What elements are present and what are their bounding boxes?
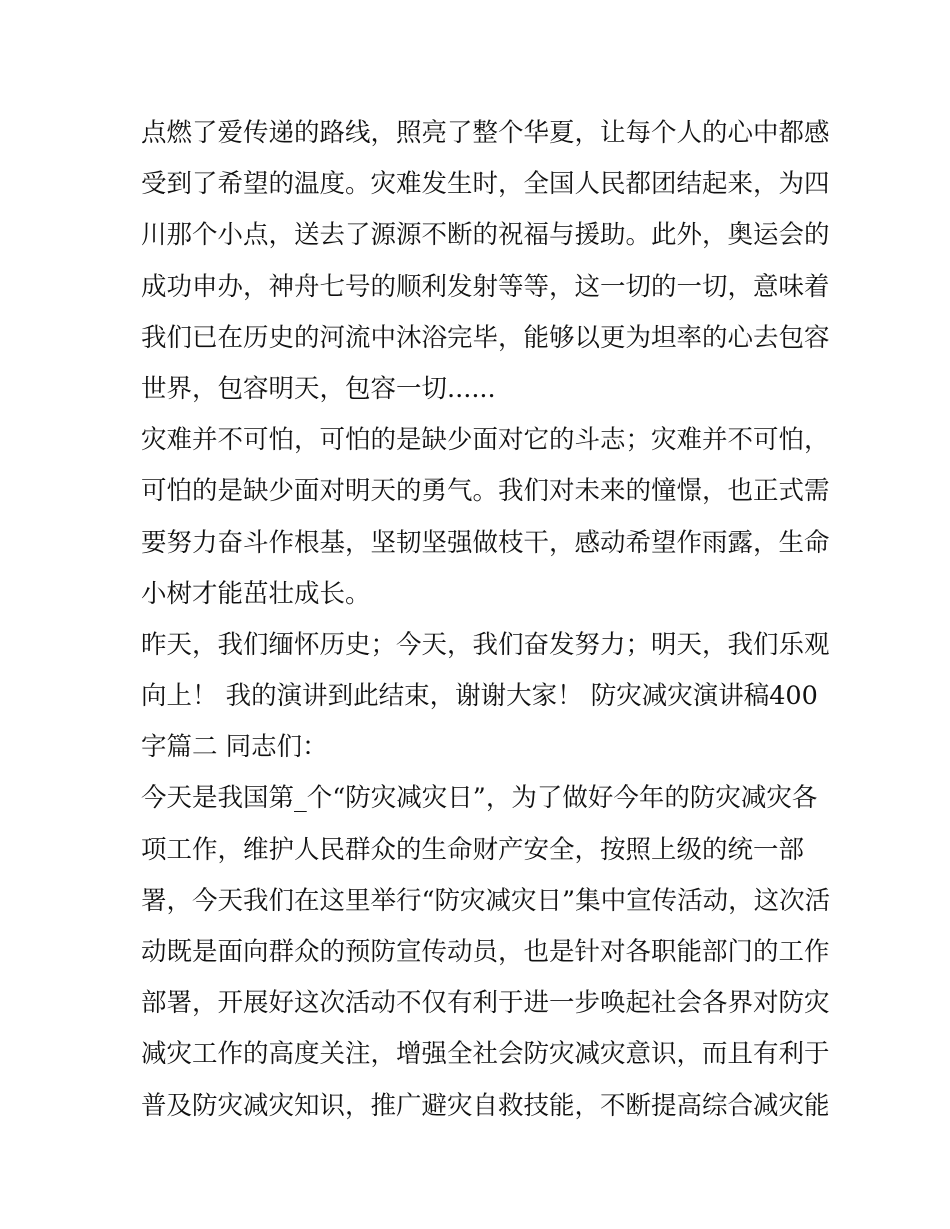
text-line: 小树才能茁壮成长。 [141,578,371,609]
text-line: 我们已在历史的河流中沐浴完毕，能够以更为坦率的心去包容 [141,322,830,353]
document-body [141,108,831,1132]
text-line: 灾难并不可怕，可怕的是缺少面对它的斗志；灾难并不可怕， [141,425,830,456]
text-line: 可怕的是缺少面对明天的勇气。我们对未来的憧憬，也正式需 [141,476,830,507]
text-line: 普及防灾减灾知识，推广避灾自救技能，不断提高综合减灾能 [141,1090,830,1121]
text-line: 向上！ 我的演讲到此结束，谢谢大家！ 防灾减灾演讲稿400 [141,681,818,712]
text-line: 川那个小点，送去了源源不断的祝福与援助。此外，奥运会的 [141,220,830,251]
text-line: 昨天，我们缅怀历史；今天，我们奋发努力；明天，我们乐观 [141,629,830,660]
text-line: 减灾工作的高度关注，增强全社会防灾减灾意识，而且有利于 [141,1039,830,1070]
text-line: 成功申办，神舟七号的顺利发射等等，这一切的一切，意味着 [141,271,830,302]
text-line: 点燃了爱传递的路线，照亮了整个华夏，让每个人的心中都感 [141,118,830,148]
text-line: 受到了希望的温度。灾难发生时，全国人民都团结起来，为四 [141,169,830,200]
text-line: 动既是面向群众的预防宣传动员，也是针对各职能部门的工作 [141,937,830,967]
text-line: 字篇二 同志们： [141,732,328,763]
text-line: 项工作，维护人民群众的生命财产安全，按照上级的统一部 [141,834,805,865]
text-line: 世界，包容明天，包容一切...... [141,373,496,404]
text-line: 署，今天我们在这里举行“防灾减灾日”集中宣传活动，这次活 [141,885,831,916]
text-line: 今天是我国第_个“防灾减灾日”，为了做好今年的防灾减灾各 [141,783,818,814]
text-line: 部署，开展好这次活动不仅有利于进一步唤起社会各界对防灾 [141,988,830,1019]
text-line: 要努力奋斗作根基，坚韧坚强做枝干，感动希望作雨露，生命 [141,527,830,558]
